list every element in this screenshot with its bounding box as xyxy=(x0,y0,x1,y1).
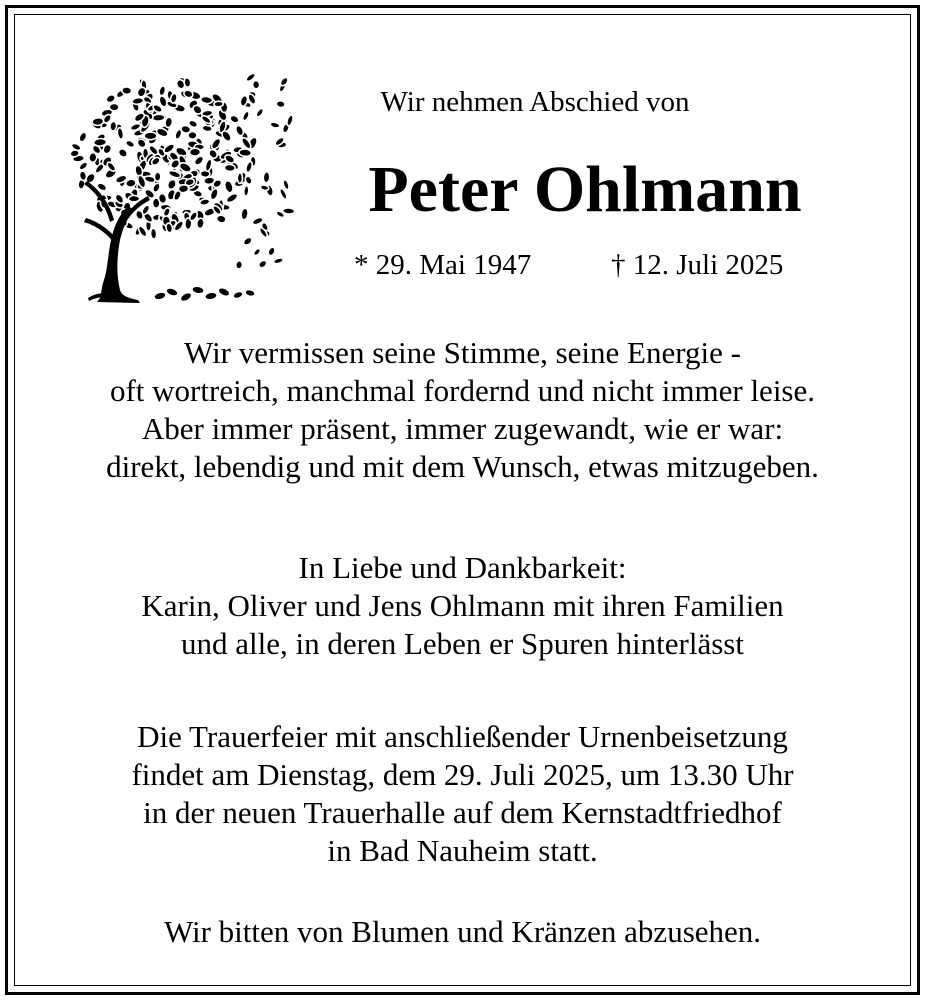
deceased-name: Peter Ohlmann xyxy=(368,153,802,226)
birth-date: * 29. Mai 1947 xyxy=(354,249,532,281)
tribute-line: oft wortreich, manchmal fordernd und nicht immer leise. xyxy=(109,373,816,408)
mourners-line: In Liebe und Dankbarkeit: xyxy=(298,550,627,585)
tribute-paragraph xyxy=(20,334,905,486)
request-line: Wir bitten von Blumen und Kränzen abzusehen. xyxy=(163,914,762,949)
ceremony-line: in der neuen Trauerhalle auf dem Kernstadtfriedhof xyxy=(143,795,782,830)
flowers-request xyxy=(20,913,905,951)
tribute-line: Wir vermissen seine Stimme, seine Energie - xyxy=(184,335,741,370)
intro-text: Wir nehmen Abschied von xyxy=(380,86,690,118)
ceremony-line: in Bad Nauheim statt. xyxy=(327,833,598,868)
ceremony-line: findet am Dienstag, dem 29. Juli 2025, um 13.30 Uhr xyxy=(131,757,794,792)
death-date: † 12. Juli 2025 xyxy=(611,249,784,281)
ceremony-line: Die Trauerfeier mit anschließender Urnenbeisetzung xyxy=(137,719,788,754)
ceremony-paragraph xyxy=(20,718,905,870)
mourners-line: und alle, in deren Leben er Spuren hinterlässt xyxy=(181,626,744,661)
tribute-line: Aber immer präsent, immer zugewandt, wie er war: xyxy=(141,411,784,446)
windblown-tree-icon xyxy=(48,46,298,304)
mourners-line: Karin, Oliver und Jens Ohlmann mit ihren Familien xyxy=(141,588,784,623)
tribute-line: direkt, lebendig und mit dem Wunsch, etwas mitzugeben. xyxy=(106,449,819,484)
mourners-paragraph xyxy=(20,549,905,663)
